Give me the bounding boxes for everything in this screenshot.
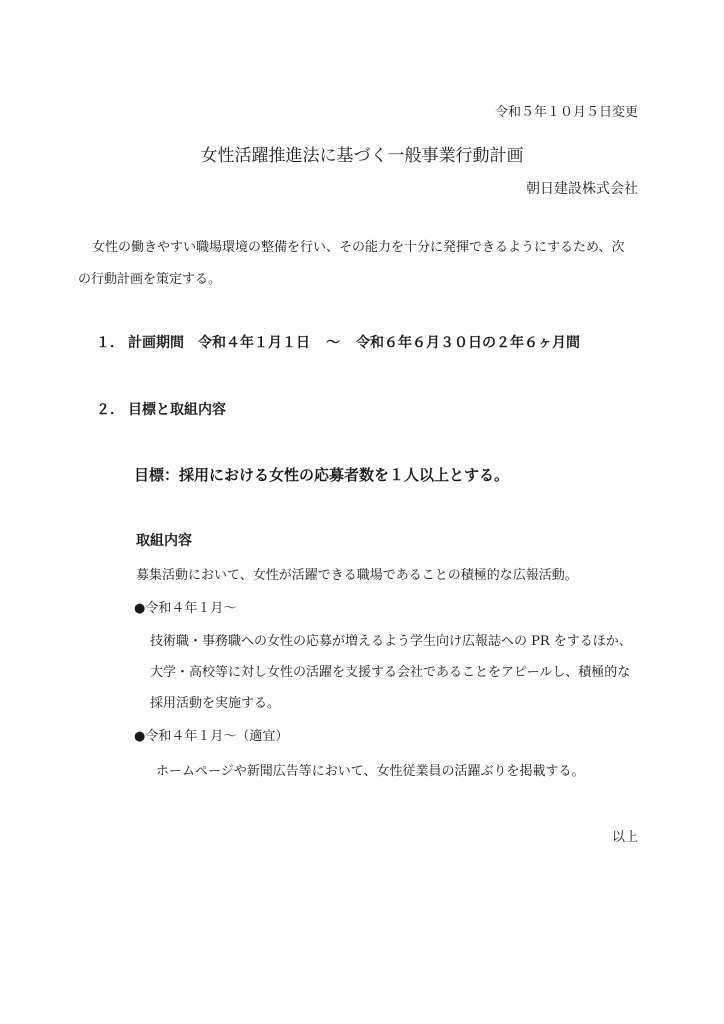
measures-heading: 取組内容	[136, 533, 192, 549]
section-label: 計画期間	[128, 335, 184, 351]
period-end: 令和６年６月３０日の２年６ヶ月間	[356, 335, 580, 351]
period-tilde: ～	[326, 335, 340, 351]
section-plan-period	[96, 332, 580, 352]
measure-item-label: ●令和４年１月～	[134, 601, 237, 616]
section-number: １．	[96, 335, 124, 351]
intro-paragraph-line-2: の行動計画を策定する。	[78, 272, 222, 287]
revision-date: 令和５年１０月５日変更	[494, 105, 638, 120]
section-goals-measures	[96, 399, 226, 419]
section-label: 目標と取組内容	[128, 402, 226, 418]
document-title: 女性活躍推進法に基づく一般事業行動計画	[200, 146, 524, 166]
measure-item-line: 採用活動を実施する。	[150, 696, 281, 711]
measures-intro: 募集活動において、女性が活躍できる職場であることの積極的な広報活動。	[136, 568, 578, 583]
section-number: ２．	[96, 402, 124, 418]
closing-mark: 以上	[611, 830, 638, 845]
intro-paragraph-line-1: 女性の働きやすい職場環境の整備を行い、その能力を十分に発揮できるようにするため、次	[92, 240, 625, 255]
measure-item-line: 技術職・事務職への女性の応募が増えるよう学生向け広報誌への PR をするほか、	[150, 634, 632, 649]
measure-item-line: 大学・高校等に対し女性の活躍を支援する会社であることをアピールし、積極的な	[150, 665, 631, 680]
measure-item-line: ホームページや新聞広告等において、女性従業員の活躍ぶりを掲載する。	[156, 764, 585, 779]
period-start: 令和４年１月１日	[198, 335, 310, 351]
goal-statement: 目標：採用における女性の応募者数を１人以上とする。	[134, 466, 510, 484]
company-name: 朝日建設株式会社	[526, 181, 638, 197]
measure-item-label: ●令和４年１月～（適宜）	[134, 729, 289, 744]
